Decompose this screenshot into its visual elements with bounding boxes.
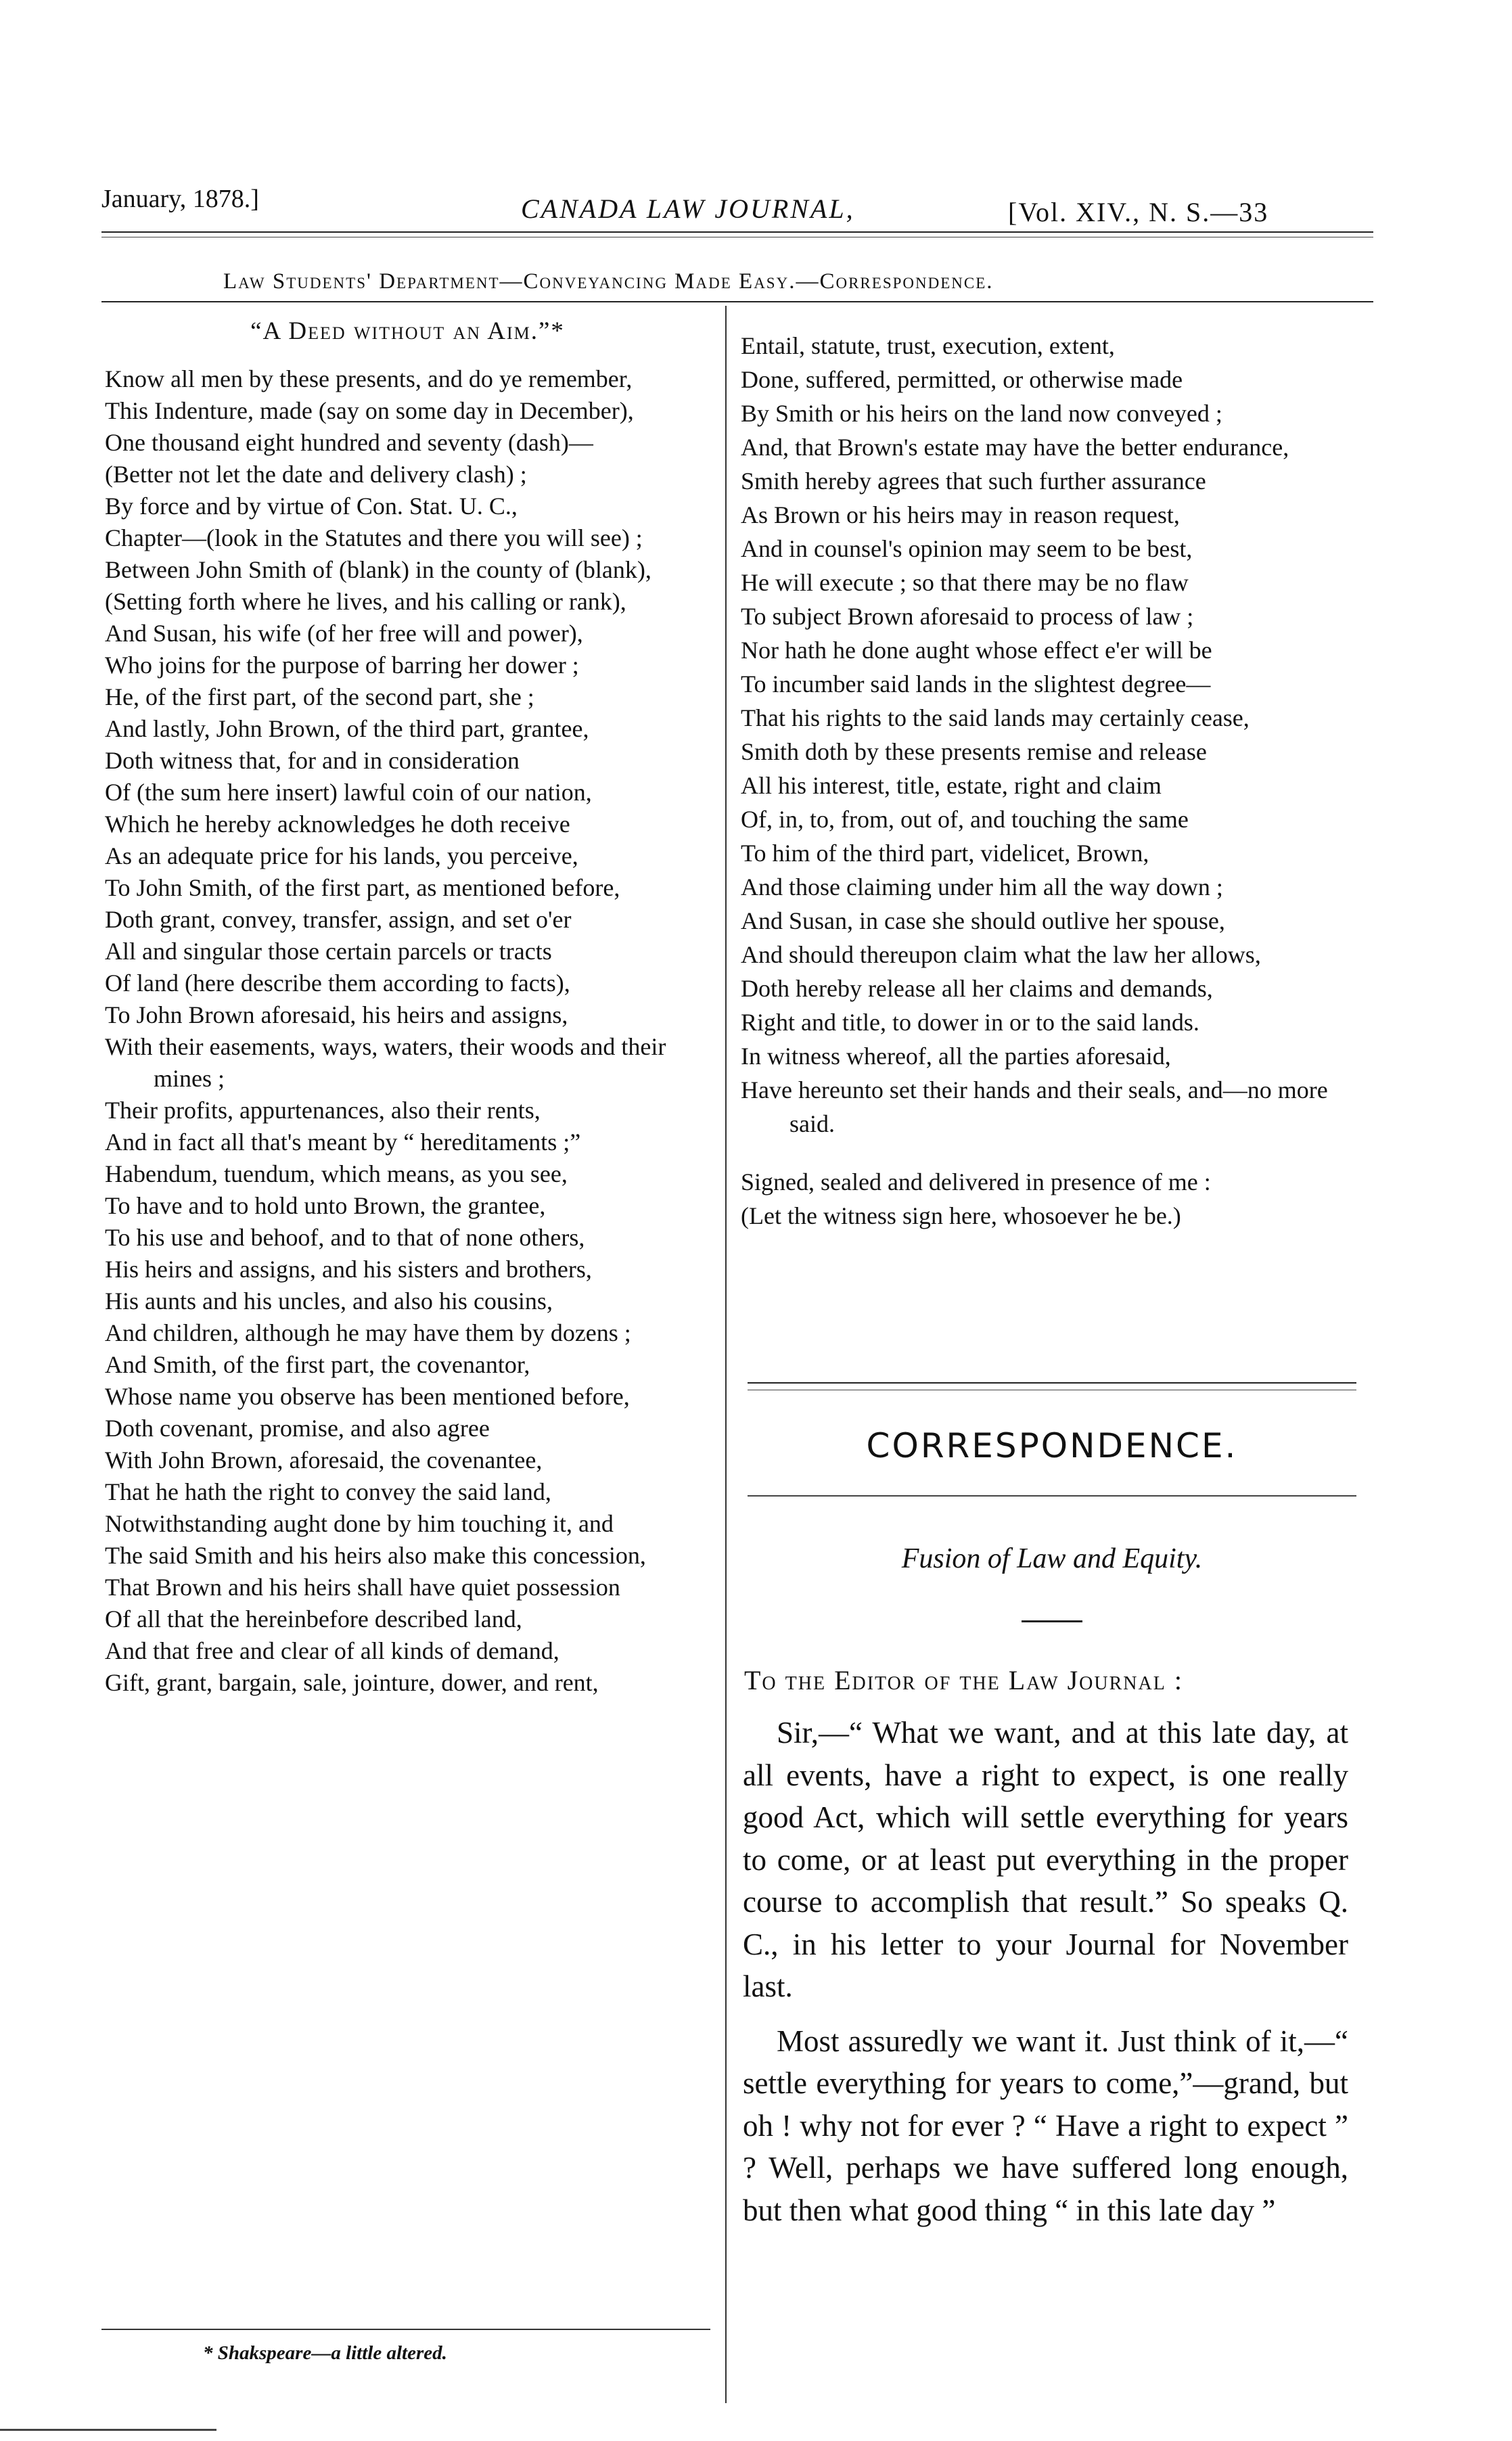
left-column — [105, 317, 710, 1699]
verse-line: (Better not let the date and delivery clash) ; — [105, 461, 527, 488]
verse-line: (Setting forth where he lives, and his calling or rank), — [105, 588, 626, 615]
verse-line: Who joins for the purpose of barring her dower ; — [105, 652, 579, 679]
verse-line: And, that Brown's estate may have the better endurance, — [741, 434, 1289, 461]
verse-line: Doth hereby release all her claims and demands, — [741, 975, 1213, 1002]
verse-line: That Brown and his heirs shall have quiet possession — [105, 1574, 620, 1601]
verse-line: Smith doth by these presents remise and release — [741, 738, 1207, 765]
verse-line: Whose name you observe has been mentioned before, — [105, 1383, 630, 1410]
verse-line: And Smith, of the first part, the covenantor, — [105, 1351, 530, 1378]
verse-line: And in counsel's opinion may seem to be best, — [741, 535, 1193, 562]
issue-date: January, 1878.] — [101, 185, 259, 213]
journal-title: CANADA LAW JOURNAL, — [521, 193, 855, 224]
letter-paragraph: Sir,—“ What we want, and at this late day, at all events, have a right to expect, is one really good Act, which will settle everything for years to come, or at least put everything in the proper course to accomplish that result.” So speaks Q. C., in his letter to your Journal for November last. — [743, 1716, 1348, 2003]
verse-line: Gift, grant, bargain, sale, jointure, dower, and rent, — [105, 1669, 599, 1696]
verse-line: And should thereupon claim what the law her allows, — [741, 941, 1261, 968]
verse-line: To subject Brown aforesaid to process of law ; — [741, 603, 1194, 630]
verse-line: To him of the third part, videlicet, Brown, — [741, 840, 1149, 867]
verse-line: He, of the first part, of the second part, she ; — [105, 683, 534, 710]
verse-line: He will execute ; so that there may be no flaw — [741, 569, 1189, 596]
verse-line: Which he hereby acknowledges he doth receive — [105, 811, 570, 838]
verse-line: And Susan, in case she should outlive her spouse, — [741, 907, 1225, 934]
verse-line: This Indenture, made (say on some day in December), — [105, 397, 634, 424]
verse-line: Doth grant, convey, transfer, assign, and set o'er — [105, 906, 572, 933]
verse-line: His aunts and his uncles, and also his cousins, — [105, 1287, 553, 1315]
verse-line: To have and to hold unto Brown, the grantee, — [105, 1192, 546, 1219]
verse-line: In witness whereof, all the parties aforesaid, — [741, 1043, 1171, 1070]
verse-line: And that free and clear of all kinds of demand, — [105, 1637, 559, 1664]
verse-line: By Smith or his heirs on the land now conveyed ; — [741, 400, 1222, 427]
verse-line: And children, although he may have them by dozens ; — [105, 1319, 631, 1346]
verse-line: As Brown or his heirs may in reason request, — [741, 501, 1180, 528]
section-rule — [101, 301, 1373, 302]
verse-line: Chapter—(look in the Statutes and there you will see) ; — [105, 524, 643, 551]
short-divider — [1022, 1620, 1082, 1622]
verse-line: That his rights to the said lands may certainly cease, — [741, 704, 1250, 731]
poem-verse-right — [741, 329, 1350, 1141]
page-edge-rule — [0, 2429, 216, 2431]
verse-line: To his use and behoof, and to that of none others, — [105, 1224, 585, 1251]
verse-line: Know all men by these presents, and do ye remember, — [105, 365, 633, 392]
verse-line: Have hereunto set their hands and their seals, and—no more said. — [741, 1076, 1328, 1137]
verse-line: To incumber said lands in the slightest degree— — [741, 670, 1211, 698]
verse-line: All and singular those certain parcels or tracts — [105, 938, 552, 965]
verse-line: Of, in, to, from, out of, and touching the same — [741, 806, 1189, 833]
verse-line: Between John Smith of (blank) in the county of (blank), — [105, 556, 651, 583]
poem-verse-left — [105, 363, 710, 1699]
column-divider — [725, 306, 727, 2403]
verse-line: Their profits, appurtenances, also their rents, — [105, 1097, 541, 1124]
verse-line: And Susan, his wife (of her free will and power), — [105, 620, 583, 647]
footnote: * Shakspeare—a little altered. — [203, 2342, 447, 2364]
verse-line: By force and by virtue of Con. Stat. U. C., — [105, 493, 518, 520]
verse-line: Doth witness that, for and in consideration — [105, 747, 520, 774]
verse-line: Notwithstanding aught done by him touching it, and — [105, 1510, 614, 1537]
verse-line: And those claiming under him all the way down ; — [741, 873, 1223, 900]
verse-line: Of land (here describe them according to facts), — [105, 969, 570, 997]
verse-line: Done, suffered, permitted, or otherwise made — [741, 366, 1183, 393]
verse-line: To John Smith, of the first part, as mentioned before, — [105, 874, 620, 901]
separator-rule — [748, 1382, 1356, 1384]
verse-line: With their easements, ways, waters, their woods and their mines ; — [105, 1033, 666, 1092]
verse-line: Of (the sum here insert) lawful coin of our nation, — [105, 779, 592, 806]
verse-line: Entail, statute, trust, execution, extent, — [741, 332, 1115, 359]
verse-line: Smith hereby agrees that such further assurance — [741, 467, 1206, 495]
verse-line: Signed, sealed and delivered in presence of me : — [741, 1168, 1211, 1195]
verse-line: All his interest, title, estate, right and claim — [741, 772, 1162, 799]
poem-title: “A Deed without an Aim.”* — [250, 317, 565, 345]
letter-paragraph: Most assuredly we want it. Just think of it,—“ settle everything for years to come,”—grand, but oh ! why not for ever ? “ Have a right to expect ” ? Well, perhaps we have suffered long enough, but then what good thing “ in this late day ” — [743, 2024, 1348, 2227]
correspondence-heading: CORRESPONDENCE. — [866, 1426, 1238, 1465]
verse-line: That he hath the right to convey the said land, — [105, 1478, 551, 1505]
verse-line: Of all that the hereinbefore described land, — [105, 1605, 522, 1633]
verse-line: The said Smith and his heirs also make this concession, — [105, 1542, 646, 1569]
article-subheading: Fusion of Law and Equity. — [901, 1543, 1203, 1574]
volume-page-number: [Vol. XIV., N. S.—33 — [1008, 197, 1269, 227]
verse-line: And in fact all that's meant by “ hereditaments ;” — [105, 1128, 581, 1156]
section-heading: Law Students' Department—Conveyancing Made Easy.—Correspondence. — [223, 269, 994, 294]
signature-clause — [741, 1165, 1350, 1233]
letter-body — [743, 1712, 1348, 2243]
correspondence-rule — [748, 1495, 1356, 1497]
verse-line: His heirs and assigns, and his sisters and brothers, — [105, 1256, 592, 1283]
verse-line: One thousand eight hundred and seventy (dash)— — [105, 429, 593, 456]
verse-line: As an adequate price for his lands, you perceive, — [105, 842, 578, 869]
verse-line: (Let the witness sign here, whosoever he be.) — [741, 1202, 1181, 1229]
verse-line: And lastly, John Brown, of the third part, grantee, — [105, 715, 589, 742]
verse-line: To John Brown aforesaid, his heirs and assigns, — [105, 1001, 568, 1028]
verse-line: Nor hath he done aught whose effect e'er will be — [741, 637, 1212, 664]
verse-line: With John Brown, aforesaid, the covenantee, — [105, 1446, 543, 1474]
verse-line: Habendum, tuendum, which means, as you see, — [105, 1160, 568, 1187]
right-column — [741, 329, 1350, 1233]
verse-line: Right and title, to dower in or to the said lands. — [741, 1009, 1199, 1036]
verse-line: Doth covenant, promise, and also agree — [105, 1415, 490, 1442]
header-rule — [101, 231, 1373, 233]
letter-salutation: To the Editor of the Law Journal : — [744, 1665, 1183, 1695]
footnote-rule — [101, 2329, 710, 2330]
